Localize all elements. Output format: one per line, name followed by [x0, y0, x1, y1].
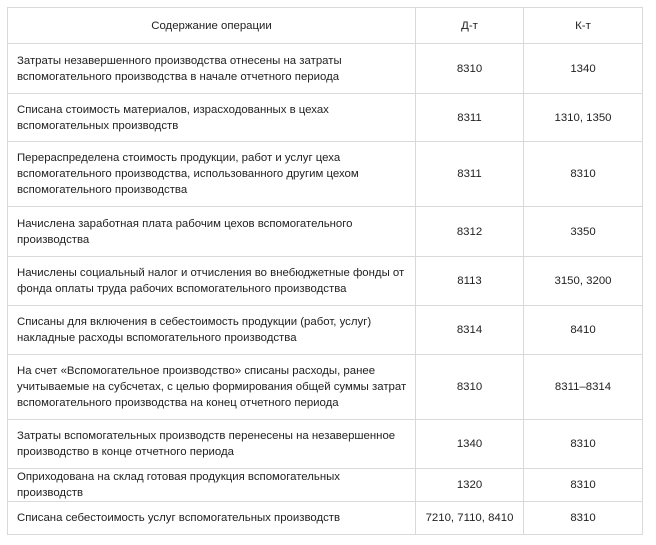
operation-cell: Затраты вспомогательных производств перенесены на незавершенное производство в конце отчетного периода [8, 420, 416, 469]
credit-cell: 3350 [524, 207, 643, 257]
header-operation: Содержание операции [8, 8, 416, 44]
debit-cell: 1320 [416, 469, 524, 502]
table-row [8, 469, 643, 502]
table-row [8, 306, 643, 355]
credit-cell: 8310 [524, 142, 643, 207]
header-debit: Д-т [416, 8, 524, 44]
operation-cell: Списаны для включения в себестоимость продукции (работ, услуг) накладные расходы вспомогательного производства [8, 306, 416, 355]
debit-cell: 8312 [416, 207, 524, 257]
operation-cell: Перераспределена стоимость продукции, работ и услуг цеха вспомогательного производства, использованного другим цехом вспомогательного производства [8, 142, 416, 207]
table-row [8, 502, 643, 535]
debit-cell: 8314 [416, 306, 524, 355]
credit-cell: 8310 [524, 502, 643, 535]
credit-cell: 1310, 1350 [524, 94, 643, 142]
operations-table [7, 7, 643, 535]
table-row [8, 207, 643, 257]
credit-cell: 3150, 3200 [524, 257, 643, 306]
header-credit: К-т [524, 8, 643, 44]
credit-cell: 8310 [524, 469, 643, 502]
debit-cell: 8310 [416, 355, 524, 420]
debit-cell: 8311 [416, 142, 524, 207]
credit-cell: 1340 [524, 44, 643, 94]
debit-cell: 1340 [416, 420, 524, 469]
credit-cell: 8310 [524, 420, 643, 469]
table-row [8, 142, 643, 207]
operation-cell: Списана себестоимость услуг вспомогательных производств [8, 502, 416, 535]
table-row [8, 355, 643, 420]
operation-cell: На счет «Вспомогательное производство» списаны расходы, ранее учитываемые на субсчетах, с целью формирования общей суммы затрат вспомогательного производства на конец отчетного периода [8, 355, 416, 420]
table-row [8, 257, 643, 306]
table-row [8, 420, 643, 469]
table-row [8, 44, 643, 94]
debit-cell: 8310 [416, 44, 524, 94]
table-header-row [8, 8, 643, 44]
debit-cell: 7210, 7110, 8410 [416, 502, 524, 535]
operation-cell: Начислены социальный налог и отчисления во внебюджетные фонды от фонда оплаты труда рабочих вспомогательного производства [8, 257, 416, 306]
debit-cell: 8113 [416, 257, 524, 306]
operation-cell: Затраты незавершенного производства отнесены на затраты вспомогательного производства в начале отчетного периода [8, 44, 416, 94]
operations-table-container [7, 7, 642, 535]
credit-cell: 8410 [524, 306, 643, 355]
operation-cell: Начислена заработная плата рабочим цехов вспомогательного производства [8, 207, 416, 257]
operation-cell: Оприходована на склад готовая продукция вспомогательных производств [8, 469, 416, 502]
debit-cell: 8311 [416, 94, 524, 142]
credit-cell: 8311–8314 [524, 355, 643, 420]
operation-cell: Списана стоимость материалов, израсходованных в цехах вспомогательных производств [8, 94, 416, 142]
table-row [8, 94, 643, 142]
